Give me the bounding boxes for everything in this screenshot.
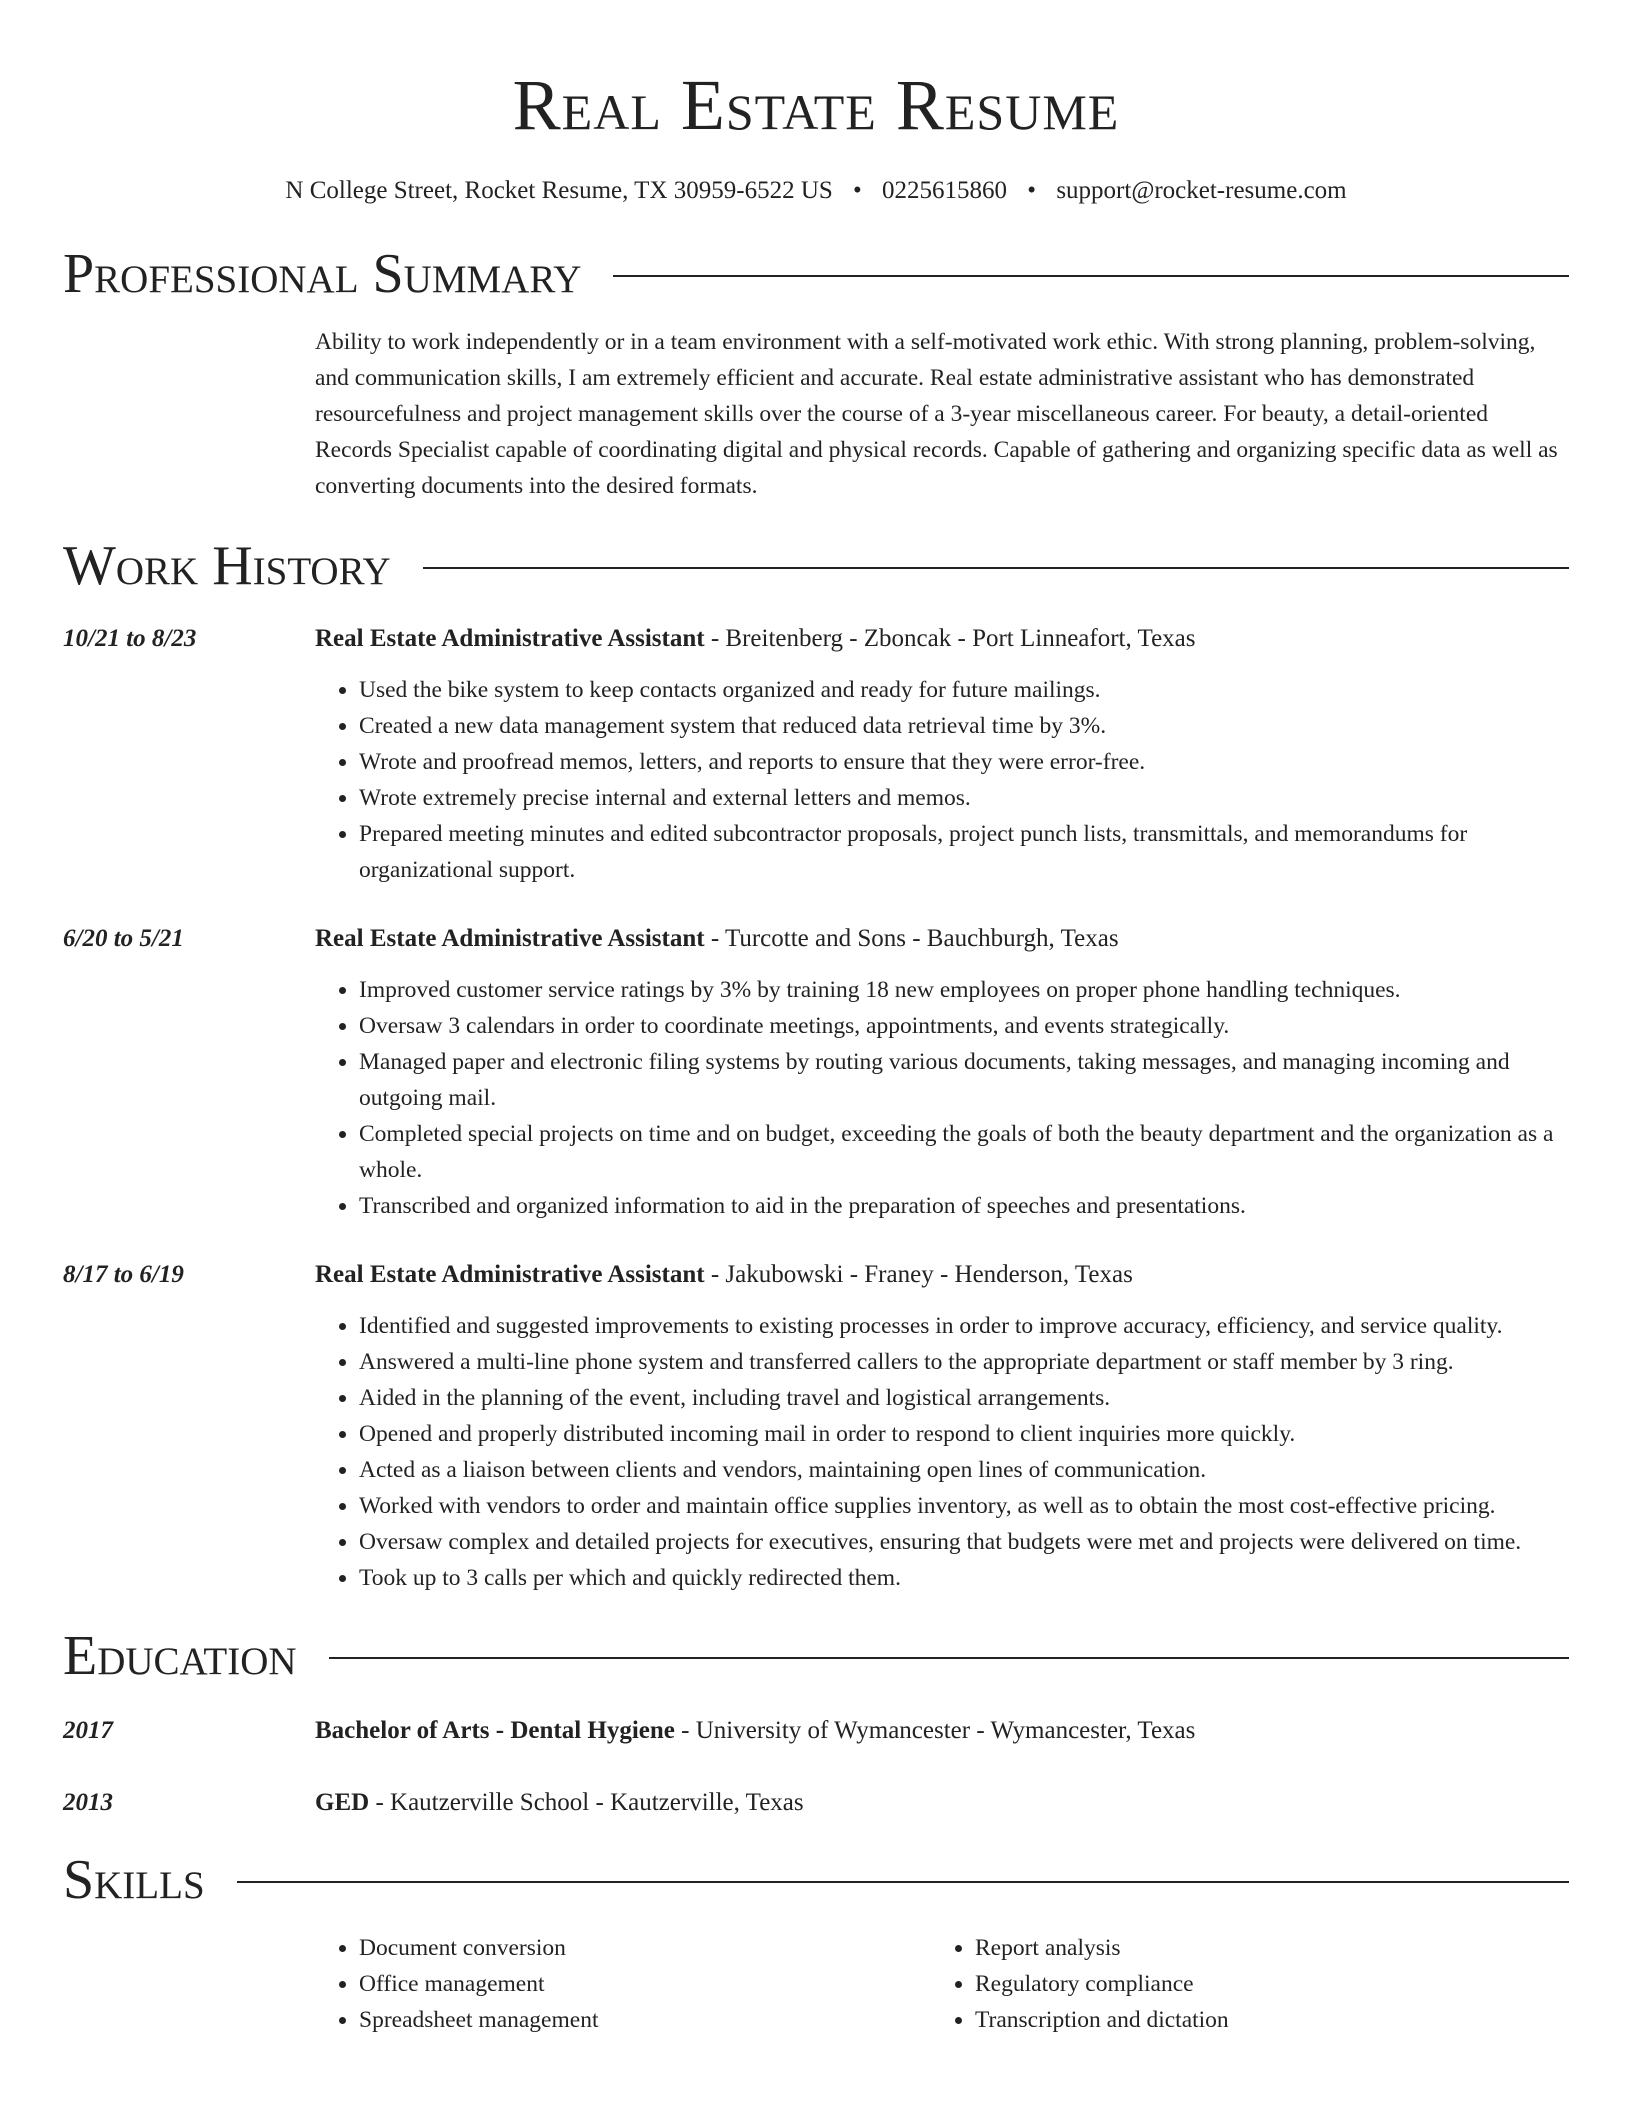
section-title-skills: Skills [63, 1849, 205, 1911]
job-entry [63, 922, 1569, 1224]
job-bullet: • Wrote and proofread memos, letters, and reports to ensure that they were error-free. [359, 744, 1569, 780]
job-bullet: • Completed special projects on time and on budget, exceeding the goals of both the beauty department and the organization as a whole. [359, 1116, 1569, 1188]
separator-dot: • [1027, 177, 1037, 204]
summary-section-header [63, 242, 1569, 306]
skill-item: • Document conversion [359, 1930, 931, 1966]
skills-list [315, 1930, 1569, 2038]
skill-item: • Regulatory compliance [975, 1966, 1547, 2002]
job-bullet: • Created a new data management system that reduced data retrieval time by 3%. [359, 708, 1569, 744]
job-bullet: • Used the bike system to keep contacts organized and ready for future mailings. [359, 672, 1569, 708]
job-bullet: • Acted as a liaison between clients and vendors, maintaining open lines of communication. [359, 1452, 1569, 1488]
job-entry [63, 1258, 1569, 1596]
section-title-summary: Professional Summary [63, 243, 582, 305]
job-bullets [315, 672, 1569, 888]
contact-email: support@rocket-resume.com [1056, 177, 1347, 204]
education-section-header [63, 1624, 1569, 1688]
job-bullet: • Answered a multi-line phone system and transferred callers to the appropriate department or staff member by 3 ring. [359, 1344, 1569, 1380]
education-details: - University of Wymancester - Wymancester, Texas [674, 1717, 1196, 1744]
job-bullet: • Aided in the planning of the event, including travel and logistical arrangements. [359, 1380, 1569, 1416]
job-bullet: • Improved customer service ratings by 3% by training 18 new employees on proper phone handling techniques. [359, 972, 1569, 1008]
job-title: Real Estate Administrative Assistant [315, 1261, 705, 1288]
job-bullet: • Transcribed and organized information to aid in the preparation of speeches and presentations. [359, 1188, 1569, 1224]
skill-item: • Office management [359, 1966, 931, 2002]
education-details: - Kautzerville School - Kautzerville, Texas [369, 1789, 804, 1816]
job-details: - Breitenberg - Zboncak - Port Linneafort, Texas [704, 625, 1196, 652]
section-divider [613, 275, 1569, 277]
job-title: Real Estate Administrative Assistant [315, 925, 705, 952]
job-bullet: • Took up to 3 calls per which and quickly redirected them. [359, 1560, 1569, 1596]
skill-item: • Spreadsheet management [359, 2002, 931, 2038]
section-title-work: Work History [63, 535, 391, 597]
skills-column-right [931, 1930, 1547, 2038]
job-details: - Jakubowski - Franey - Henderson, Texas [704, 1261, 1133, 1288]
education-degree: GED [315, 1789, 370, 1816]
education-year: 2013 [63, 1789, 113, 1816]
education-entry [63, 1714, 1569, 1748]
section-divider [237, 1881, 1569, 1883]
skills-column-left [315, 1930, 931, 2038]
education-degree: Bachelor of Arts - Dental Hygiene [315, 1717, 675, 1744]
job-bullet: • Prepared meeting minutes and edited subcontractor proposals, project punch lists, transmittals, and memorandums for organizational support. [359, 816, 1569, 888]
job-title: Real Estate Administrative Assistant [315, 625, 705, 652]
contact-phone: 0225615860 [882, 177, 1008, 204]
job-bullet: • Managed paper and electronic filing systems by routing various documents, taking messages, and managing incoming and outgoing mail. [359, 1044, 1569, 1116]
job-bullet: • Opened and properly distributed incoming mail in order to respond to client inquiries more quickly. [359, 1416, 1569, 1452]
job-details: - Turcotte and Sons - Bauchburgh, Texas [704, 925, 1119, 952]
job-bullet: • Oversaw 3 calendars in order to coordinate meetings, appointments, and events strategically. [359, 1008, 1569, 1044]
job-bullet: • Oversaw complex and detailed projects for executives, ensuring that budgets were met and projects were delivered on time. [359, 1524, 1569, 1560]
skill-item: • Report analysis [975, 1930, 1547, 1966]
job-bullet: • Identified and suggested improvements to existing processes in order to improve accuracy, efficiency, and service quality. [359, 1308, 1569, 1344]
contact-address: N College Street, Rocket Resume, TX 30959-6522 US [285, 177, 833, 204]
job-bullet: • Wrote extremely precise internal and external letters and memos. [359, 780, 1569, 816]
job-bullet: • Worked with vendors to order and maintain office supplies inventory, as well as to obtain the most cost-effective pricing. [359, 1488, 1569, 1524]
job-entry [63, 622, 1569, 888]
job-dates: 10/21 to 8/23 [63, 625, 197, 652]
job-dates: 8/17 to 6/19 [63, 1261, 184, 1288]
education-entry [63, 1786, 1569, 1820]
job-heading [315, 622, 1569, 656]
section-title-education: Education [63, 1625, 297, 1687]
section-divider [423, 567, 1569, 569]
education-year: 2017 [63, 1717, 113, 1744]
skills-section-header [63, 1848, 1569, 1912]
job-bullets [315, 1308, 1569, 1596]
skill-item: • Transcription and dictation [975, 2002, 1547, 2038]
job-heading [315, 1258, 1569, 1292]
section-divider [329, 1657, 1569, 1659]
work-section-header [63, 534, 1569, 598]
job-dates: 6/20 to 5/21 [63, 925, 184, 952]
separator-dot: • [853, 177, 862, 204]
job-bullets [315, 972, 1569, 1224]
summary-text: Ability to work independently or in a team environment with a self-motivated work ethic. With strong planning, problem-solving, and communication skills, I am extremely efficient and accurate. Real estate administrative assistant who has demonstrated resourcefulness and project management skills over the course of a 3-year miscellaneous career. For beauty, a detail-oriented Records Specialist capable of coordinating digital and physical records. Capable of gathering and organizing specific data as well as converting documents into the desired formats. [315, 329, 1558, 499]
job-heading [315, 922, 1569, 956]
contact-line [63, 174, 1569, 208]
resume-title: Real Estate Resume [512, 65, 1120, 145]
